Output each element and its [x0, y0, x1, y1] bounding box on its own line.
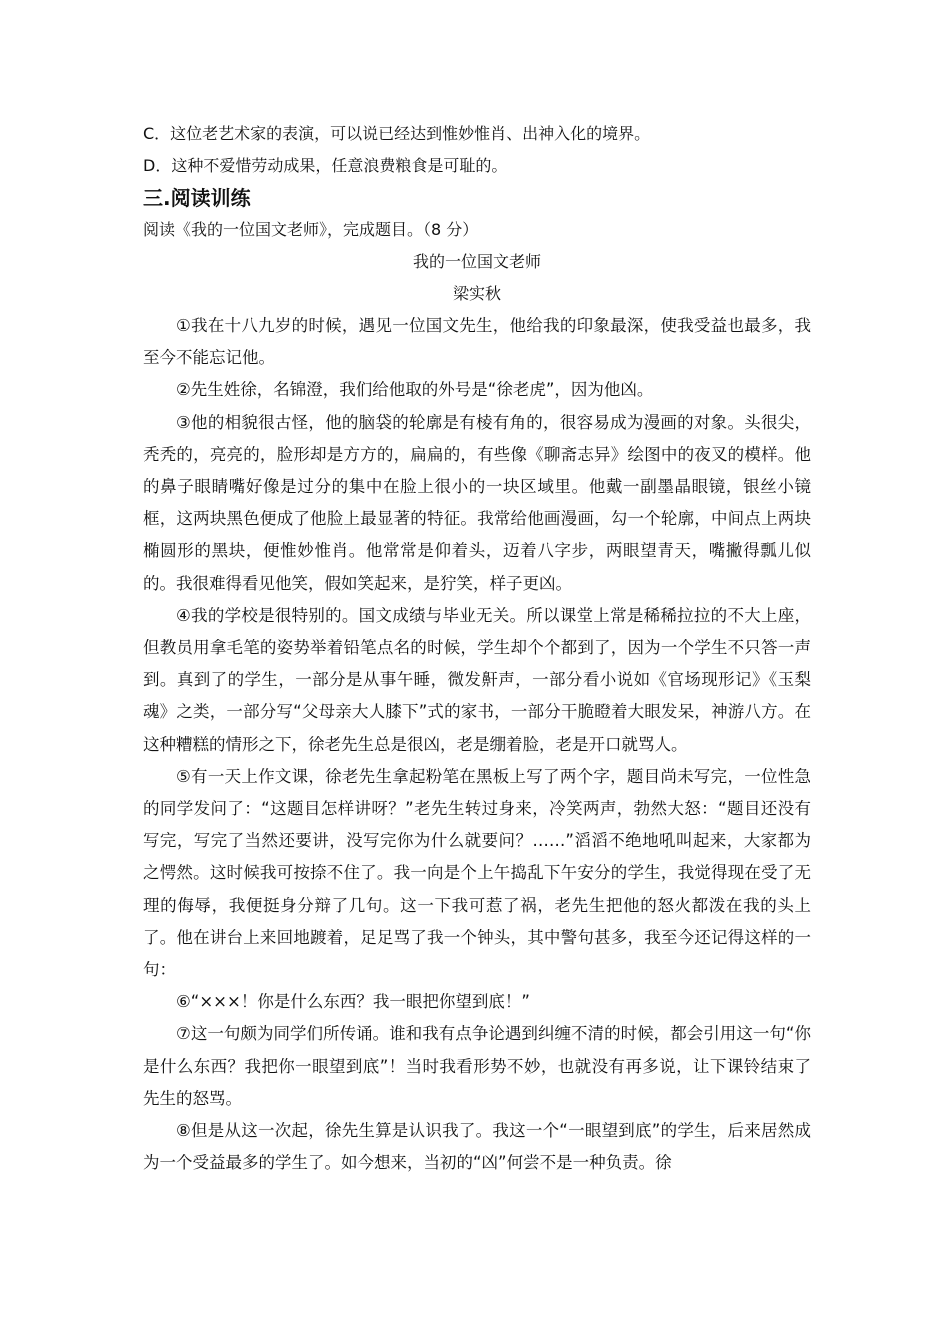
paragraph-3: ③他的相貌很古怪，他的脑袋的轮廓是有棱有角的，很容易成为漫画的对象。头很尖，秃秃的，亮亮的，脸形却是方方的，扁扁的，有些像《聊斋志异》绘图中的夜叉的模样。他的鼻子眼睛嘴好像是过分的集中在脸上很小的一块区域里。他戴一副墨晶眼镜，银丝小镜框，这两块黑色便成了他脸上最显著的特征。我常给他画漫画，勾一个轮廓，中间点上两块椭圆形的黑块，便惟妙惟肖。他常常是仰着头，迈着八字步，两眼望青天，嘴撇得瓢儿似的。我很难得看见他笑，假如笑起来，是狞笑，样子更凶。 [143, 412, 811, 593]
paragraph-2: ②先生姓徐，名锦澄，我们给他取的外号是“徐老虎”，因为他凶。 [176, 380, 654, 400]
paragraph-6: ⑥“×××！你是什么东西？我一眼把你望到底！” [176, 992, 530, 1012]
paragraph-7: ⑦这一句颇为同学们所传诵。谁和我有点争论遇到纠缠不清的时候，都会引用这一句“你是什么东西？我把你一眼望到底”！当时我看形势不妙，也就没有再多说，让下课铃结束了先生的怒骂。 [143, 1024, 811, 1108]
article-author: 梁实秋 [452, 284, 501, 303]
document-page [143, 118, 811, 1179]
section-title: 三.阅读训练 [143, 186, 251, 210]
paragraph-4: ④我的学校是很特别的。国文成绩与毕业无关。所以课堂上常是稀稀拉拉的不大上座，但教员用拿毛笔的姿势举着铅笔点名的时候，学生却个个都到了，因为一个学生不只答一声到。真到了的学生，一部分是从事午睡，微发鼾声，一部分看小说如《官场现形记》《玉梨魂》之类，一部分写“父母亲大人膝下”式的家书，一部分干脆瞪着大眼发呆，神游八方。在这种糟糕的情形之下，徐老先生总是很凶，老是绷着脸，老是开口就骂人。 [143, 605, 811, 754]
article-title: 我的一位国文老师 [412, 252, 541, 271]
option-d: D．这种不爱惜劳动成果，任意浪费粮食是可耻的。 [143, 156, 508, 175]
reading-instruction: 阅读《我的一位国文老师》，完成题目。（8 分） [143, 220, 479, 239]
paragraph-1: ①我在十八九岁的时候，遇见一位国文先生，他给我的印象最深，使我受益也最多，我至今不能忘记他。 [143, 316, 811, 368]
option-c: C．这位老艺术家的表演，可以说已经达到惟妙惟肖、出神入化的境界。 [143, 124, 651, 143]
paragraph-8: ⑧但是从这一次起，徐先生算是认识我了。我这一个“一眼望到底”的学生，后来居然成为一个受益最多的学生了。如今想来，当初的“凶”何尝不是一种负责。徐 [143, 1121, 811, 1173]
paragraph-5: ⑤有一天上作文课，徐老先生拿起粉笔在黑板上写了两个字，题目尚未写完，一位性急的同学发问了：“这题目怎样讲呀？”老先生转过身来，冷笑两声，勃然大怒：“题目还没有写完，写完了当然还要讲，没写完你为什么就要问？……”滔滔不绝地吼叫起来，大家都为之愕然。这时候我可按捺不住了。我一向是个上午捣乱下午安分的学生，我觉得现在受了无理的侮辱，我便挺身分辩了几句。这一下我可惹了祸，老先生把他的怒火都泼在我的头上了。他在讲台上来回地踱着，足足骂了我一个钟头，其中警句甚多，我至今还记得这样的一句： [143, 766, 811, 980]
